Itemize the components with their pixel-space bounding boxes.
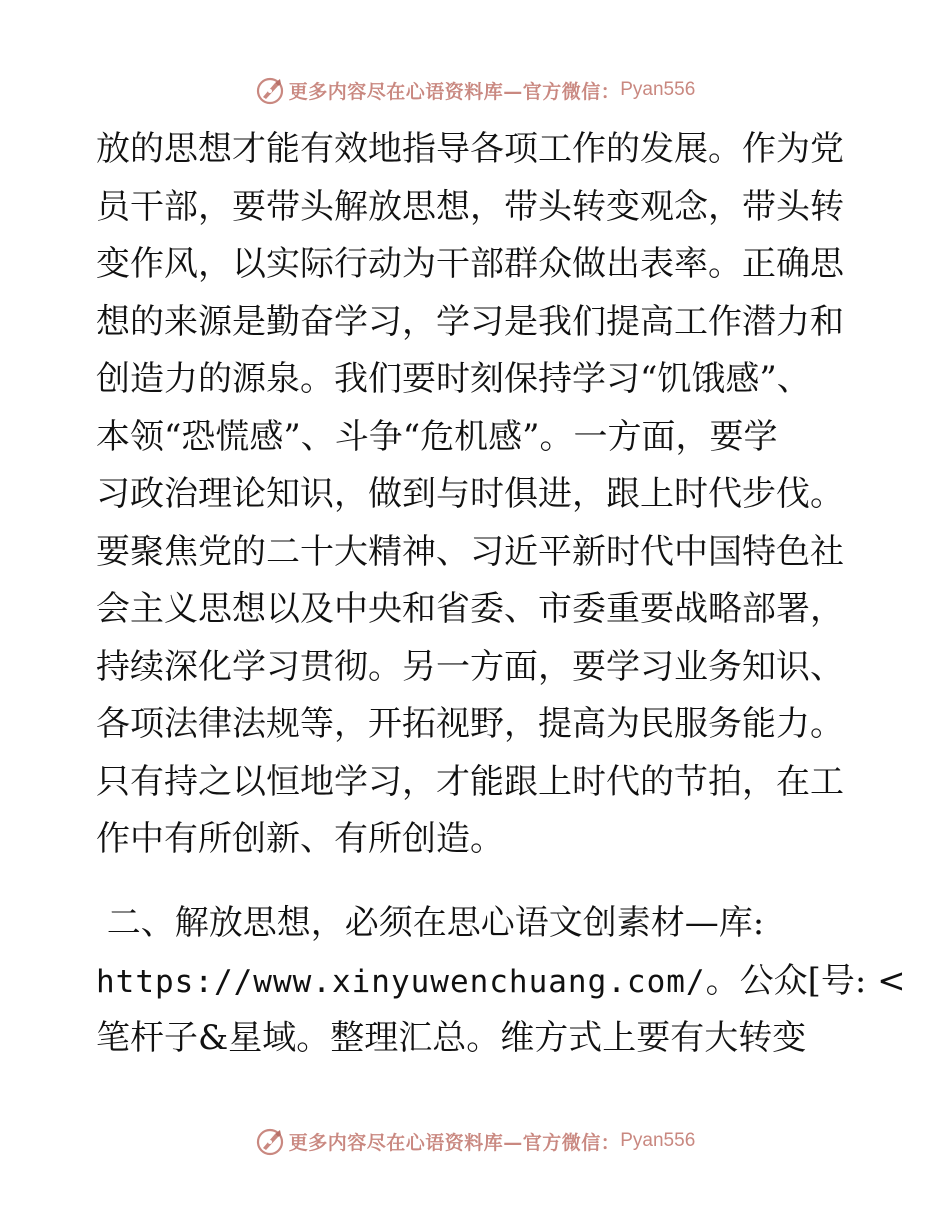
watermark-text: 更多内容尽在心语资料库—官方微信： <box>288 80 621 103</box>
paragraph-line: 各项法律法规等，开拓视野，提高为民服务能力。 <box>96 704 844 744</box>
paragraph-line: 持续深化学习贯彻。另一方面，要学习业务知识、 <box>96 646 844 687</box>
section-heading-line: 笔杆子&星域。整理汇总。维方式上要有大转变 <box>96 1018 807 1058</box>
section-heading-url-line <box>96 953 906 1011</box>
body-paragraph <box>96 121 856 869</box>
paragraph-line: 会主义思想以及中央和省委、市委重要战略部署， <box>96 589 844 629</box>
paragraph-line: 作中有所创新、有所创造。 <box>96 819 504 859</box>
watermark-text: 更多内容尽在心语资料库—官方微信： <box>288 1131 621 1154</box>
footer-watermark-banner <box>0 1121 950 1161</box>
paragraph-line: 只有持之以恒地学习，才能跟上时代的节拍，在工 <box>96 761 844 802</box>
paragraph-line: 要聚焦党的二十大精神、习近平新时代中国特色社 <box>96 531 844 572</box>
section-heading-line: 二、解放思想，必须在思心语文创素材—库: <box>96 903 765 943</box>
paragraph-line: 想的来源是勤奋学习，学习是我们提高工作潜力和 <box>96 301 844 342</box>
watermark-wechat-handle: Pyan556 <box>620 79 696 100</box>
paragraph-line: 员干部，要带头解放思想，带头转变观念，带头转 <box>96 186 844 227</box>
paragraph-line: 变作风，以实际行动为干部群众做出表率。正确思 <box>96 244 844 284</box>
website-url-text: https://www.xinyuwenchuang.com/ <box>96 963 706 1000</box>
section-heading <box>96 895 906 1068</box>
paragraph-line: 放的思想才能有效地指导各项工作的发展。作为党 <box>96 129 844 169</box>
pen-nib-logo-icon <box>255 1126 285 1156</box>
section-heading-line-rest: 。公众[号: < <box>705 960 906 1001</box>
header-watermark-banner <box>0 70 950 110</box>
paragraph-line: 创造力的源泉。我们要时刻保持学习“饥饿感”、 <box>96 359 811 399</box>
pen-nib-logo-icon <box>255 75 285 105</box>
paragraph-line: 本领“恐慌感”、斗争“危机感”。一方面，要学 <box>96 416 778 457</box>
paragraph-line: 习政治理论知识，做到与时俱进，跟上时代步伐。 <box>96 474 844 514</box>
watermark-wechat-handle: Pyan556 <box>620 1130 696 1151</box>
